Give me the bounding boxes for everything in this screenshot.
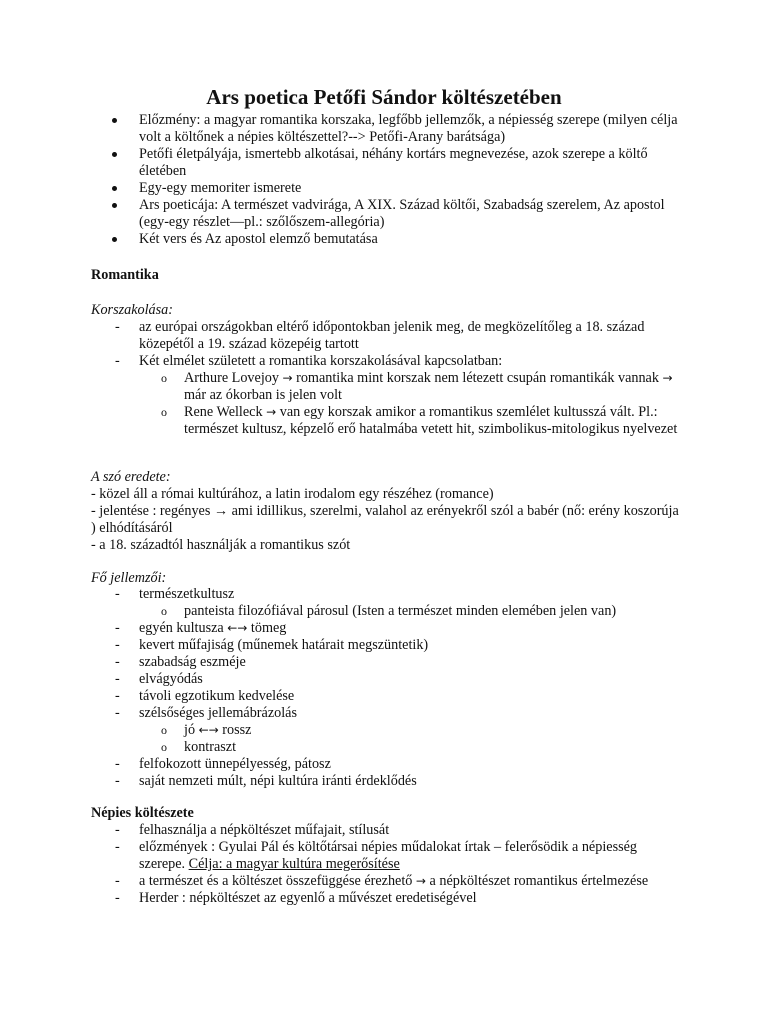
list-item: - Két elmélet született a romantika korszakolásával kapcsolatban:: [115, 353, 503, 369]
dash-icon: -: [115, 353, 120, 369]
list-item: - szabadság eszméje: [115, 654, 246, 670]
section-heading-nepies: Népies költészete: [91, 805, 194, 821]
list-item: - távoli egzotikum kedvelése: [115, 688, 295, 704]
circle-bullet-icon: o: [161, 740, 167, 754]
list-item: Előzmény: a magyar romantika korszaka, legfőbb jellemzők, a népiesség szerepe (milyen célja volt a költőnek a népies költészettel?--> Petőfi-Arany barátsága): [91, 112, 681, 146]
right-arrow-icon: →: [282, 371, 293, 385]
text-line: - jelentése : regényes → ami idillikus, szerelmi, valahol az erényekről szól a babér (nő: erény koszorúja ) elhódításáról: [91, 503, 679, 536]
list-item: Ars poeticája: A természet vadvirága, A XIX. Század költői, Szabadság szerelem, Az apostol (egy-egy részlet—pl.: szőlőszem-allegória): [91, 197, 681, 231]
list-item: - Herder : népköltészet az egyenlő a művészet eredetiségével: [115, 890, 477, 906]
list-item: Két vers és Az apostol elemző bemutatása: [91, 231, 681, 248]
szo-eredete-text: [91, 486, 681, 554]
sub-list-item: o kontraszt: [161, 739, 237, 755]
dash-icon: -: [115, 654, 120, 670]
circle-bullet-icon: o: [161, 371, 167, 385]
bullet-icon: [112, 203, 117, 208]
right-arrow-icon: →: [415, 874, 426, 888]
korszakolasa-list: [91, 319, 681, 438]
text-line: - közel áll a római kultúrához, a latin irodalom egy részéhez (romance): [91, 486, 494, 502]
dash-icon: -: [115, 773, 120, 789]
bullet-icon: [112, 118, 117, 123]
sub-list-item: o panteista filozófiával párosul (Isten a természet minden elemében jelen van): [161, 603, 617, 619]
dash-icon: -: [115, 620, 120, 636]
dash-icon: -: [115, 839, 120, 855]
subheading-szo-eredete: A szó eredete:: [91, 469, 171, 485]
dash-icon: -: [115, 705, 120, 721]
right-arrow-icon: →: [662, 371, 673, 385]
jellemzoi-list: [91, 586, 681, 790]
double-arrow-icon: ←→: [227, 621, 248, 635]
list-item: - elvágyódás: [115, 671, 203, 687]
list-item: - egyén kultusza ←→ tömeg: [115, 620, 287, 636]
dash-icon: -: [115, 890, 120, 906]
underlined-goal-text: Célja: a magyar kultúra megerősítése: [188, 856, 400, 872]
intro-bullet-list: [91, 112, 681, 248]
circle-bullet-icon: o: [161, 604, 167, 618]
list-item: Petőfi életpályája, ismertebb alkotásai, néhány kortárs megnevezése, azok szerepe a költő életében: [91, 146, 681, 180]
right-arrow-icon: →: [266, 405, 277, 419]
double-arrow-icon: ←→: [198, 723, 219, 737]
dash-icon: -: [115, 756, 120, 772]
sub-list-item: o Arthure Lovejoy → romantika mint korszak nem létezett csupán romantikák vannak → már az ókorban is jelen volt: [161, 370, 673, 403]
dash-icon: -: [115, 637, 120, 653]
list-item: - saját nemzeti múlt, népi kultúra iránti érdeklődés: [115, 773, 417, 789]
dash-icon: -: [115, 822, 120, 838]
bullet-icon: [112, 186, 117, 191]
bullet-icon: [112, 237, 117, 242]
dash-icon: -: [115, 688, 120, 704]
dash-icon: -: [115, 873, 120, 889]
section-heading-romantika: Romantika: [91, 267, 159, 283]
dash-icon: -: [115, 586, 120, 602]
list-item: - a természet és a költészet összefüggése érezhető → a népköltészet romantikus értelmezése: [115, 873, 649, 889]
list-item: Egy-egy memoriter ismerete: [91, 180, 681, 197]
nepies-list: [91, 822, 681, 907]
sub-list-item: o jó ←→ rossz: [161, 722, 252, 738]
list-item: - kevert műfajiság (műnemek határait megszüntetik): [115, 637, 429, 653]
sub-list-item: o Rene Welleck → van egy korszak amikor a romantikus szemlélet kultusszá vált. Pl.: természet kultusz, képzelő erő hatalmába vetett hit, szimbolikus-mitologikus nyelvezet: [161, 404, 678, 437]
circle-bullet-icon: o: [161, 723, 167, 737]
subheading-fo-jellemzoi: Fő jellemzői:: [91, 570, 167, 586]
bullet-icon: [112, 152, 117, 157]
list-item: - előzmények : Gyulai Pál és költőtársai népies műdalokat írtak – felerősödik a népiesség szerepe. Célja: a magyar kultúra megerősítése: [115, 839, 637, 872]
circle-bullet-icon: o: [161, 405, 167, 419]
dash-icon: -: [115, 671, 120, 687]
text-line: - a 18. századtól használják a romantikus szót: [91, 537, 351, 553]
dash-icon: -: [115, 319, 120, 335]
list-item: - felhasználja a népköltészet műfajait, stílusát: [115, 822, 390, 838]
list-item: - felfokozott ünnepélyesség, pátosz: [115, 756, 331, 772]
list-item: - természetkultusz: [115, 586, 235, 602]
list-item: - az európai országokban eltérő időpontokban jelenik meg, de megközelítőleg a 18. század közepétől a 19. század közepéig tartott: [115, 319, 645, 352]
subheading-korszakolasa: Korszakolása:: [91, 302, 173, 318]
page-title: Ars poetica Petőfi Sándor költészetében: [206, 85, 562, 109]
list-item: - szélsőséges jellemábrázolás: [115, 705, 297, 721]
